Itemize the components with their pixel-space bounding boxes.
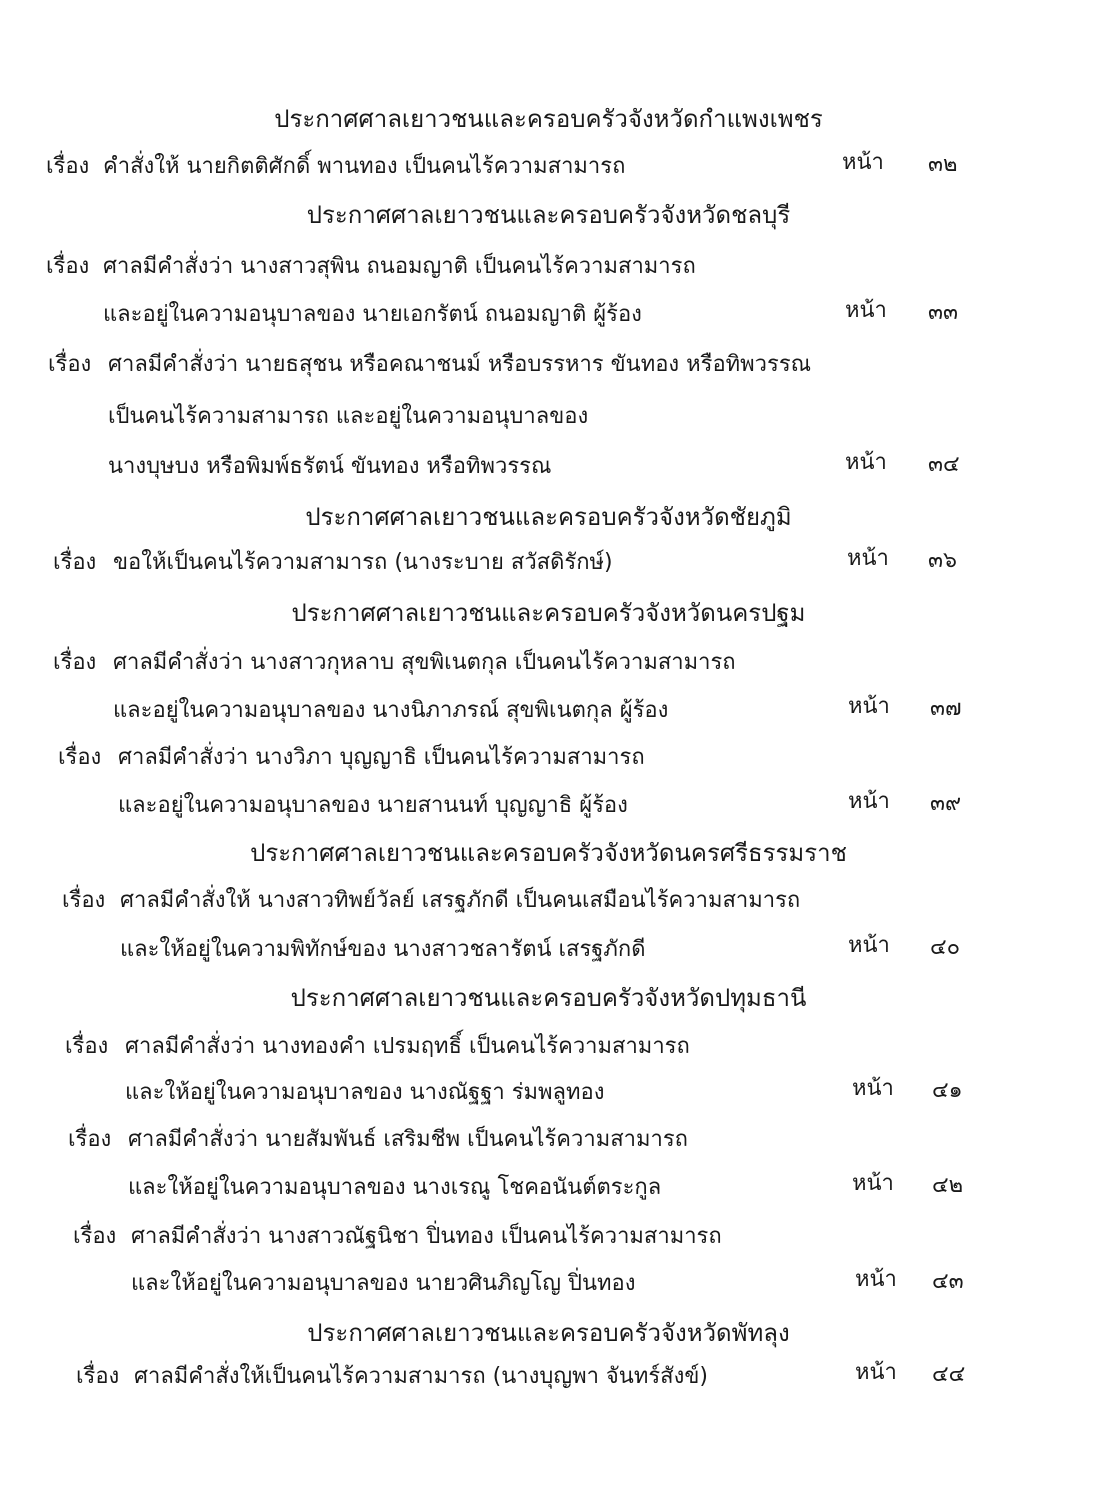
entry-text-line: ศาลมีคำสั่งว่า นางสาวสุพิน ถนอมญาติ เป็นคนไร้ความสามารถ — [103, 254, 696, 279]
entry-prefix: เรื่อง — [46, 254, 90, 279]
entry-text-line: ศาลมีคำสั่งว่า นางทองคำ เปรมฤทธิ์ เป็นคนไร้ความสามารถ — [125, 1034, 690, 1059]
section-heading: ประกาศศาลเยาวชนและครอบครัวจังหวัดนครศรีธรรมราช — [250, 839, 847, 867]
page-number: ๓๖ — [928, 548, 958, 573]
entry-text-line: คำสั่งให้ นายกิตติศักดิ์ พานทอง เป็นคนไร้ความสามารถ — [103, 154, 626, 179]
page-number: ๔๐ — [930, 935, 961, 960]
entry-prefix: เรื่อง — [58, 745, 102, 770]
page-label: หน้า — [845, 298, 887, 323]
section-heading: ประกาศศาลเยาวชนและครอบครัวจังหวัดชลบุรี — [306, 201, 791, 229]
entry-text-line: และให้อยู่ในความอนุบาลของ นายวศินภิญโญ ปิ่นทอง — [131, 1271, 636, 1296]
page-number: ๓๙ — [930, 791, 962, 816]
entry-text-line: ขอให้เป็นคนไร้ความสามารถ (นางระบาย สวัสดิรักษ์) — [113, 550, 613, 575]
page-number: ๔๔ — [932, 1362, 966, 1387]
entry-text-line: เป็นคนไร้ความสามารถ และอยู่ในความอนุบาลของ — [108, 404, 589, 429]
page-number: ๔๒ — [932, 1173, 964, 1198]
page-label: หน้า — [852, 1171, 894, 1196]
entry-prefix: เรื่อง — [62, 888, 106, 913]
entry-text-line: ศาลมีคำสั่งให้เป็นคนไร้ความสามารถ (นางบุญพา จันทร์สังข์) — [134, 1364, 708, 1389]
entry-text-line: และอยู่ในความอนุบาลของ นางนิภาภรณ์ สุขพิเนตกุล ผู้ร้อง — [113, 698, 669, 723]
page-number: ๓๒ — [928, 152, 958, 177]
entry-text-line: นางบุษบง หรือพิมพ์ธรัตน์ ขันทอง หรือทิพวรรณ — [108, 454, 552, 479]
entry-prefix: เรื่อง — [65, 1034, 109, 1059]
section-heading: ประกาศศาลเยาวชนและครอบครัวจังหวัดปทุมธานี — [290, 984, 807, 1012]
page-number: ๓๓ — [928, 300, 959, 325]
page-number: ๔๓ — [932, 1269, 964, 1294]
page-number: ๓๔ — [928, 452, 960, 477]
page-label: หน้า — [848, 694, 890, 719]
entry-text-line: ศาลมีคำสั่งว่า นางวิภา บุญญาธิ เป็นคนไร้ความสามารถ — [118, 745, 645, 770]
entry-text-line: และอยู่ในความอนุบาลของ นายสานนท์ บุญญาธิ ผู้ร้อง — [118, 793, 628, 818]
section-heading: ประกาศศาลเยาวชนและครอบครัวจังหวัดกำแพงเพชร — [274, 105, 823, 133]
page-label: หน้า — [855, 1267, 897, 1292]
entry-text-line: ศาลมีคำสั่งว่า นายสัมพันธ์ เสริมชีพ เป็นคนไร้ความสามารถ — [128, 1127, 688, 1152]
entry-text-line: และให้อยู่ในความพิทักษ์ของ นางสาวชลารัตน์ เสรฐภักดี — [120, 937, 646, 962]
page-label: หน้า — [848, 789, 890, 814]
entry-prefix: เรื่อง — [46, 154, 90, 179]
entry-text-line: ศาลมีคำสั่งว่า นางสาวกุหลาบ สุขพิเนตกุล เป็นคนไร้ความสามารถ — [113, 650, 736, 675]
page-label: หน้า — [845, 450, 887, 475]
entry-prefix: เรื่อง — [53, 550, 97, 575]
entry-prefix: เรื่อง — [68, 1127, 112, 1152]
entry-text-line: ศาลมีคำสั่งว่า นางสาวณัฐนิชา ปิ่นทอง เป็นคนไร้ความสามารถ — [131, 1224, 722, 1249]
entry-text-line: และอยู่ในความอนุบาลของ นายเอกรัตน์ ถนอมญาติ ผู้ร้อง — [103, 302, 642, 327]
entry-text-line: ศาลมีคำสั่งให้ นางสาวทิพย์วัลย์ เสรฐภักดี เป็นคนเสมือนไร้ความสามารถ — [120, 888, 801, 913]
section-heading: ประกาศศาลเยาวชนและครอบครัวจังหวัดพัทลุง — [307, 1319, 790, 1347]
entry-prefix: เรื่อง — [76, 1364, 120, 1389]
entry-prefix: เรื่อง — [53, 650, 97, 675]
page-label: หน้า — [847, 546, 889, 571]
entry-prefix: เรื่อง — [48, 352, 92, 377]
page-label: หน้า — [852, 1076, 894, 1101]
page-number: ๔๑ — [932, 1078, 963, 1103]
entry-text-line: ศาลมีคำสั่งว่า นายธสุชน หรือคณาชนม์ หรือบรรหาร ขันทอง หรือทิพวรรณ — [108, 352, 812, 377]
page-number: ๓๗ — [930, 696, 962, 721]
section-heading: ประกาศศาลเยาวชนและครอบครัวจังหวัดนครปฐม — [291, 599, 806, 627]
page-label: หน้า — [842, 150, 884, 175]
entry-text-line: และให้อยู่ในความอนุบาลของ นางณัฐฐา ร่มพลูทอง — [125, 1080, 605, 1105]
section-heading: ประกาศศาลเยาวชนและครอบครัวจังหวัดชัยภูมิ — [305, 503, 792, 531]
page-label: หน้า — [848, 933, 890, 958]
page-label: หน้า — [855, 1360, 897, 1385]
entry-prefix: เรื่อง — [73, 1224, 117, 1249]
entry-text-line: และให้อยู่ในความอนุบาลของ นางเรณู โชคอนันต์ตระกูล — [128, 1175, 662, 1200]
